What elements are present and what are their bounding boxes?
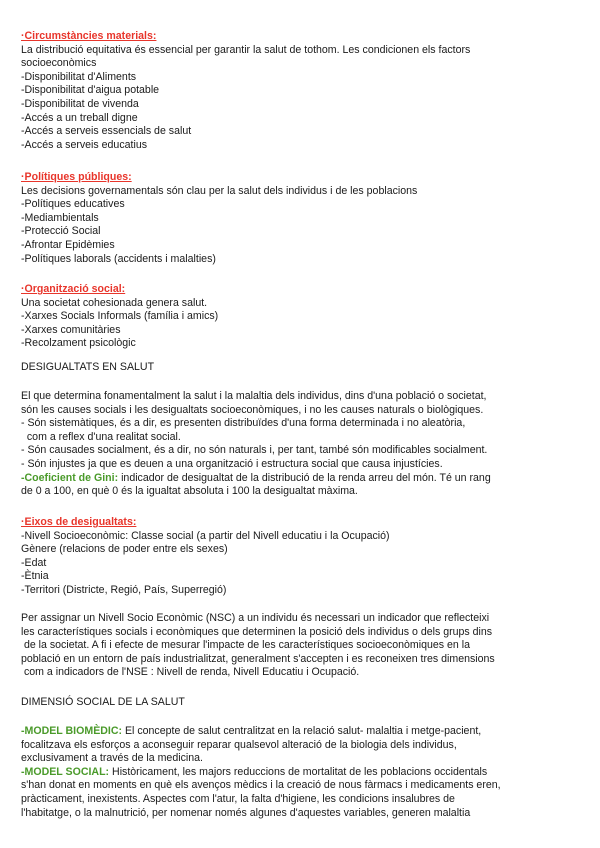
section-inequality-axes bbox=[21, 516, 579, 598]
paragraph-line: són les causes socials i les desigualtats socioeconòmiques, i no les causes naturals o biològiques. bbox=[21, 403, 484, 416]
list-item: -Disponibilitat de vivenda bbox=[21, 97, 139, 110]
social-model-text: Històricament, les majors reduccions de mortalitat de les poblacions occidentals bbox=[109, 765, 488, 778]
list-item: Gènere (relacions de poder entre els sexes) bbox=[21, 543, 228, 556]
social-model-line bbox=[21, 766, 579, 780]
paragraph-line: població en un entorn de país industrialitzat, generalment s'accepten i es reconeixen tres dimensions bbox=[21, 652, 495, 665]
list-item: -Territori (Districte, Regió, País, Superregió) bbox=[21, 583, 227, 596]
paragraph-line: l'habitatge, o la malnutrició, per nomenar només algunes d'aquestes variables, generen malaltia bbox=[21, 806, 471, 819]
section-heading: ·Organització social: bbox=[21, 283, 126, 295]
gini-label: -Coeficient de Gini: bbox=[21, 471, 119, 484]
paragraph-line: de 0 a 100, en què 0 és la igualtat absoluta i 100 la desigualtat màxima. bbox=[21, 485, 358, 498]
list-item: -Afrontar Epidèmies bbox=[21, 238, 115, 251]
biomedical-model-text: El concepte de salut centralitzat en la relació salut- malaltia i metge-pacient, bbox=[122, 725, 482, 737]
paragraph-line: Les decisions governamentals són clau per la salut dels individus i de les poblacions bbox=[21, 184, 418, 197]
list-item: -Accés a un treball digne bbox=[21, 111, 138, 124]
list-item: -Mediambientals bbox=[21, 211, 99, 224]
inequalities-body bbox=[21, 390, 579, 499]
paragraph-line: pràcticament, inexistents. Aspectes com l'atur, la falta d'higiene, les condicions insalubres de bbox=[21, 792, 455, 805]
section-material-circumstances bbox=[21, 30, 579, 152]
section-heading: ·Polítiques públiques: bbox=[21, 171, 132, 183]
section-health-inequalities bbox=[21, 361, 579, 375]
paragraph-line: les característiques socials i econòmiques que determinen la posició dels individus o dels grups dins bbox=[21, 625, 493, 638]
paragraph-line: s'han donat en moments en què els avenços mèdics i la creació de nous fàrmacs i medicaments eren, bbox=[21, 779, 501, 792]
paragraph-line: - Són sistemàtiques, és a dir, es presenten distribuïdes d'una forma determinada i no aleatòria, bbox=[21, 417, 466, 430]
section-public-policies bbox=[21, 171, 579, 266]
list-item: -Recolzament psicològic bbox=[21, 337, 136, 350]
section-heading: ·Circumstàncies materials: bbox=[21, 30, 157, 42]
paragraph-line: socioeconòmics bbox=[21, 57, 97, 70]
paragraph-line: - Són causades socialment, és a dir, no són naturals i, per tant, també són modificables socialment. bbox=[21, 444, 488, 457]
section-nse bbox=[21, 612, 579, 680]
paragraph-line: com a indicadors de l'NSE : Nivell de renda, Nivell Educatiu i Ocupació. bbox=[21, 666, 360, 679]
paragraph-line: - Són injustes ja que es deuen a una organització i estructura social que causa injustícies. bbox=[21, 457, 443, 470]
list-item: -Accés a serveis educatius bbox=[21, 138, 148, 151]
list-item: -Protecció Social bbox=[21, 225, 101, 238]
list-item: -Xarxes Socials Informals (família i amics) bbox=[21, 310, 219, 323]
social-model-label: -MODEL SOCIAL: bbox=[21, 765, 110, 778]
paragraph-line: de la societat. A fi i efecte de mesurar l'impacte de les característiques socioeconòmiques en la bbox=[21, 639, 470, 652]
paragraph-line: Una societat cohesionada genera salut. bbox=[21, 296, 208, 309]
biomedical-model-line bbox=[21, 725, 579, 739]
paragraph-line: Per assignar un Nivell Socio Econòmic (NSC) a un individu és necessari un indicador que reflecteixi bbox=[21, 612, 490, 624]
section-heading: ·Eixos de desigualtats: bbox=[21, 516, 137, 528]
biomedical-model-label: -MODEL BIOMÈDIC: bbox=[21, 725, 123, 737]
gini-text: indicador de desigualtat de la distribució de la renda arreu del món. Té un rang bbox=[118, 471, 491, 484]
section-social-dimension bbox=[21, 696, 579, 710]
list-item: -Accés a serveis essencials de salut bbox=[21, 125, 192, 138]
paragraph-line: La distribució equitativa és essencial per garantir la salut de tothom. Les condicionen els factors bbox=[21, 43, 471, 56]
paragraph-line: exclusivament a través de la medicina. bbox=[21, 752, 203, 765]
list-item: -Ètnia bbox=[21, 570, 49, 583]
list-item: -Disponibilitat d'Aliments bbox=[21, 70, 137, 83]
list-item: -Polítiques educatives bbox=[21, 198, 125, 211]
paragraph-line: focalitzava els esforços a aconseguir reparar qualsevol alteració de la biologia dels individus, bbox=[21, 738, 457, 751]
list-item: -Edat bbox=[21, 556, 47, 569]
section-title: DIMENSIÓ SOCIAL DE LA SALUT bbox=[21, 696, 185, 708]
list-item: -Xarxes comunitàries bbox=[21, 323, 121, 336]
list-item: -Polítiques laborals (accidents i malalties) bbox=[21, 252, 216, 265]
paragraph-line: El que determina fonamentalment la salut i la malaltia dels individus, dins d'una població o societat, bbox=[21, 390, 487, 402]
models-body bbox=[21, 725, 579, 820]
paragraph-line: com a reflex d'una realitat social. bbox=[21, 430, 181, 443]
list-item: -Nivell Socioeconòmic: Classe social (a partir del Nivell educatiu i la Ocupació) bbox=[21, 529, 390, 542]
section-social-organization bbox=[21, 283, 579, 351]
gini-line bbox=[21, 472, 579, 486]
list-item: -Disponibilitat d'aigua potable bbox=[21, 84, 160, 97]
section-title: DESIGUALTATS EN SALUT bbox=[21, 361, 155, 373]
